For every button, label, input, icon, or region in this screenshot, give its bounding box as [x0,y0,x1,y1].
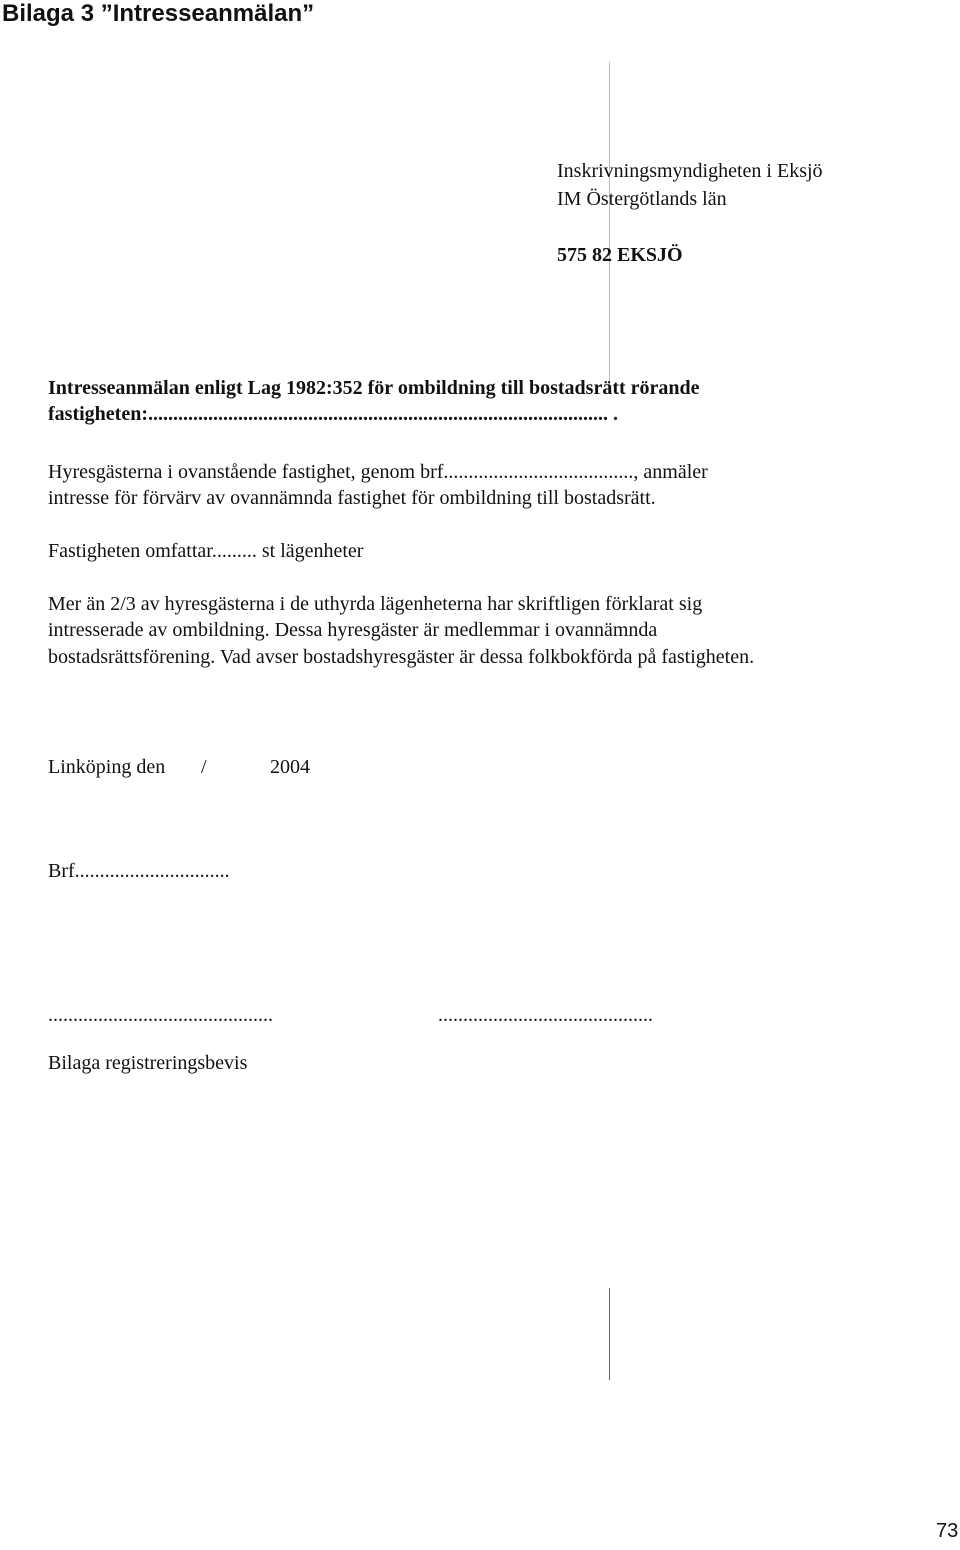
form-heading-line-2: fastigheten:............................................................................................ . [48,403,618,425]
body-line-3: Fastigheten omfattar......... st lägenheter [48,540,364,562]
recipient-postal-line: 575 82 EKSJÖ [557,244,683,266]
date-slash: / [201,756,207,778]
scan-artifact-line [609,62,610,392]
signature-line-right: ........................................... [438,1004,653,1026]
attachment-note: Bilaga registreringsbevis [48,1052,248,1074]
signature-line-left: ............................................. [48,1004,273,1026]
place-date-line [48,756,310,779]
body-line-4: Mer än 2/3 av hyresgästerna i de uthyrda lägenheterna har skriftligen förklarat sig [48,593,703,615]
scan-artifact-line [609,1288,610,1380]
document-title: Bilaga 3 ”Intresseanmälan” [2,0,315,27]
form-heading-line-1: Intresseanmälan enligt Lag 1982:352 för ombildning till bostadsrätt rörande [48,377,700,399]
recipient-line-2: IM Östergötlands län [557,188,727,210]
place-label: Linköping den [48,756,166,778]
page-number: 73 [936,1520,959,1542]
body-line-1: Hyresgästerna i ovanstående fastighet, genom brf......................................, anmäler [48,461,708,483]
body-line-5: intresserade av ombildning. Dessa hyresgäster är medlemmar i ovannämnda [48,619,658,641]
body-line-6: bostadsrättsförening. Vad avser bostadshyresgäster är dessa folkbokförda på fastigheten. [48,646,755,668]
body-line-2: intresse för förvärv av ovannämnda fastighet för ombildning till bostadsrätt. [48,487,656,509]
recipient-line-1: Inskrivningsmyndigheten i Eksjö [557,160,823,182]
date-year: 2004 [270,756,310,778]
brf-line: Brf............................... [48,860,230,882]
